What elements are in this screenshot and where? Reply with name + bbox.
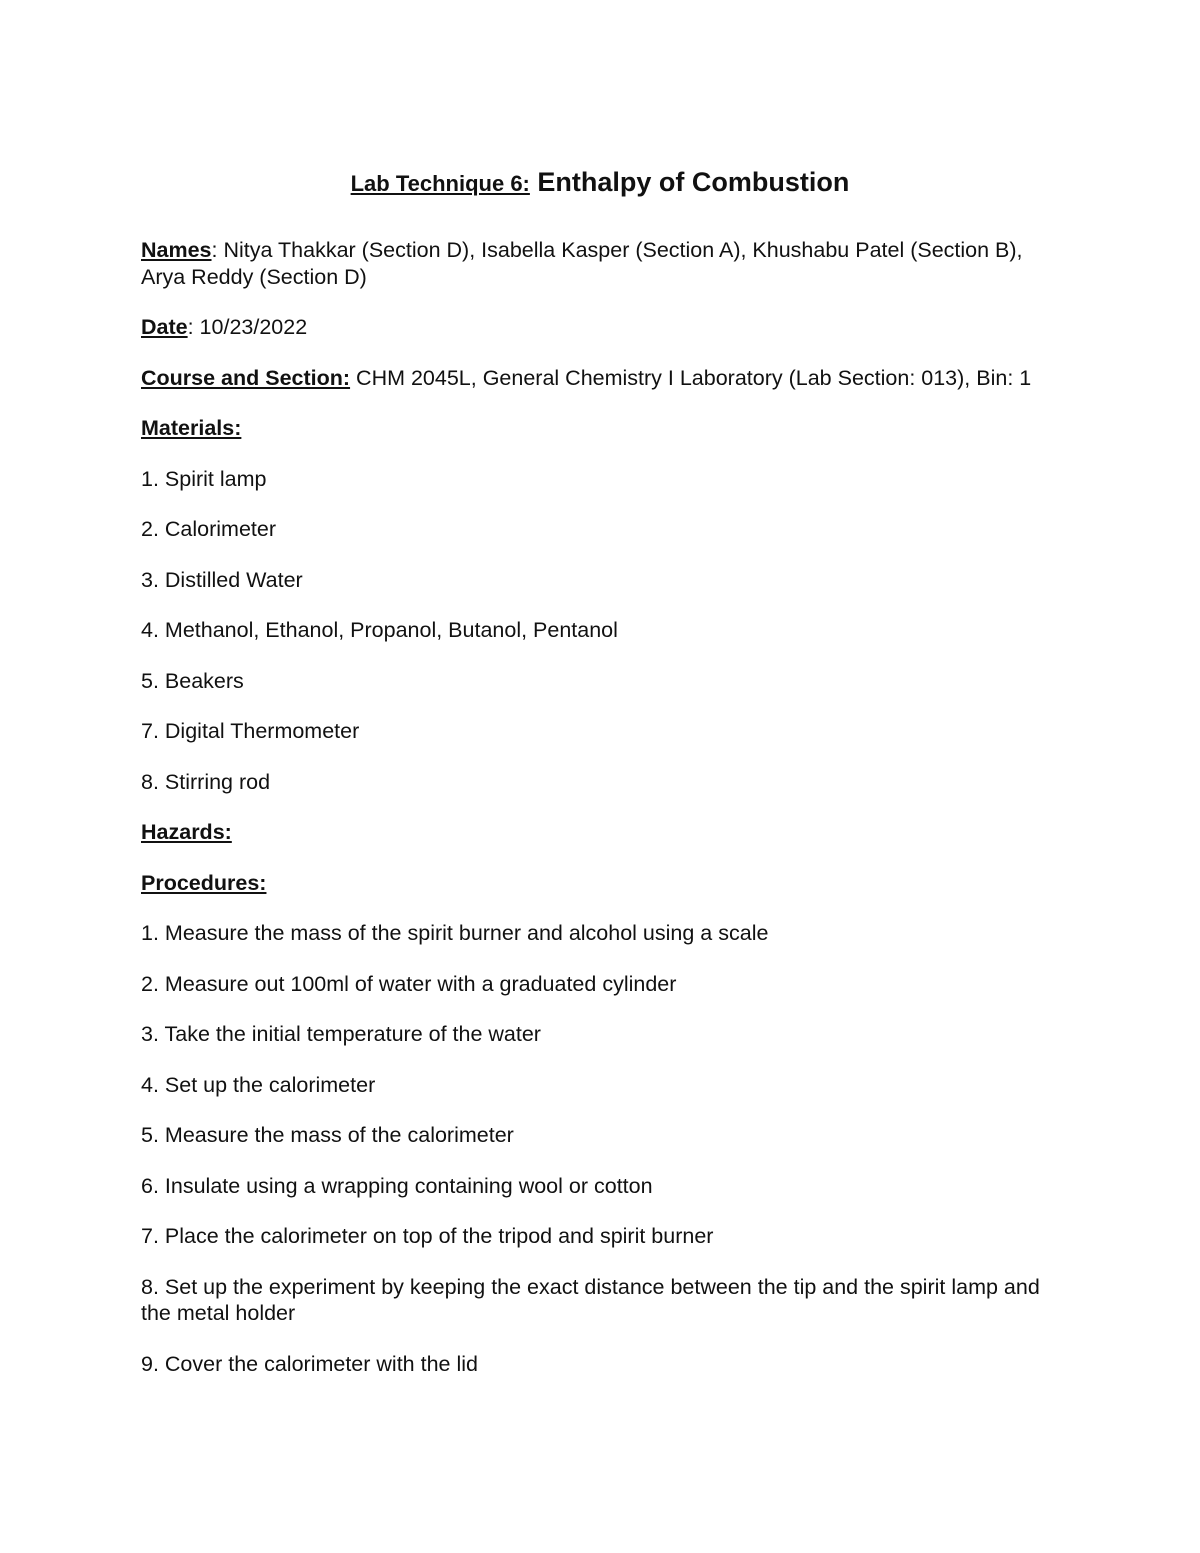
procedure-step: 2. Measure out 100ml of water with a graduated cylinder xyxy=(141,971,677,996)
materials-item: 3. Distilled Water xyxy=(141,567,303,592)
procedures-heading: Procedures: xyxy=(141,870,267,895)
course-label: Course and Section: xyxy=(141,365,351,390)
document-title xyxy=(141,165,1041,201)
materials-item: 4. Methanol, Ethanol, Propanol, Butanol, Pentanol xyxy=(141,618,618,642)
names-paragraph xyxy=(141,237,1041,290)
materials-item: 8. Stirring rod xyxy=(141,769,271,794)
date-label: Date xyxy=(141,315,188,339)
procedure-step: 5. Measure the mass of the calorimeter xyxy=(141,1123,514,1147)
document-page xyxy=(141,165,1041,1401)
procedure-step: 4. Set up the calorimeter xyxy=(141,1072,376,1097)
procedure-step: 7. Place the calorimeter on top of the tripod and spirit burner xyxy=(141,1224,714,1248)
procedure-step: 1. Measure the mass of the spirit burner and alcohol using a scale xyxy=(141,921,769,945)
title-main: Enthalpy of Combustion xyxy=(537,167,850,197)
date-value: : 10/23/2022 xyxy=(187,315,308,339)
procedure-step: 3. Take the initial temperature of the water xyxy=(141,1022,541,1046)
materials-item: 2. Calorimeter xyxy=(141,517,277,541)
course-paragraph xyxy=(141,365,1041,392)
materials-item: 7. Digital Thermometer xyxy=(141,719,360,743)
materials-item: 5. Beakers xyxy=(141,668,244,693)
hazards-heading: Hazards: xyxy=(141,820,232,844)
course-value: CHM 2045L, General Chemistry I Laboratory (Lab Section: 013), Bin: 1 xyxy=(350,365,1032,390)
procedure-step: 8. Set up the experiment by keeping the exact distance between the tip and the spirit lamp and the metal holder xyxy=(141,1274,1040,1325)
date-paragraph xyxy=(141,314,1041,341)
names-value: : Nitya Thakkar (Section D), Isabella Kasper (Section A), Khushabu Patel (Section B), Arya Reddy (Section D) xyxy=(141,238,1023,289)
title-prefix: Lab Technique 6: xyxy=(350,171,530,196)
materials-heading: Materials: xyxy=(141,416,242,440)
procedure-step: 9. Cover the calorimeter with the lid xyxy=(141,1351,478,1376)
names-label: Names xyxy=(141,238,212,262)
materials-item: 1. Spirit lamp xyxy=(141,466,267,491)
procedure-step: 6. Insulate using a wrapping containing wool or cotton xyxy=(141,1173,653,1198)
